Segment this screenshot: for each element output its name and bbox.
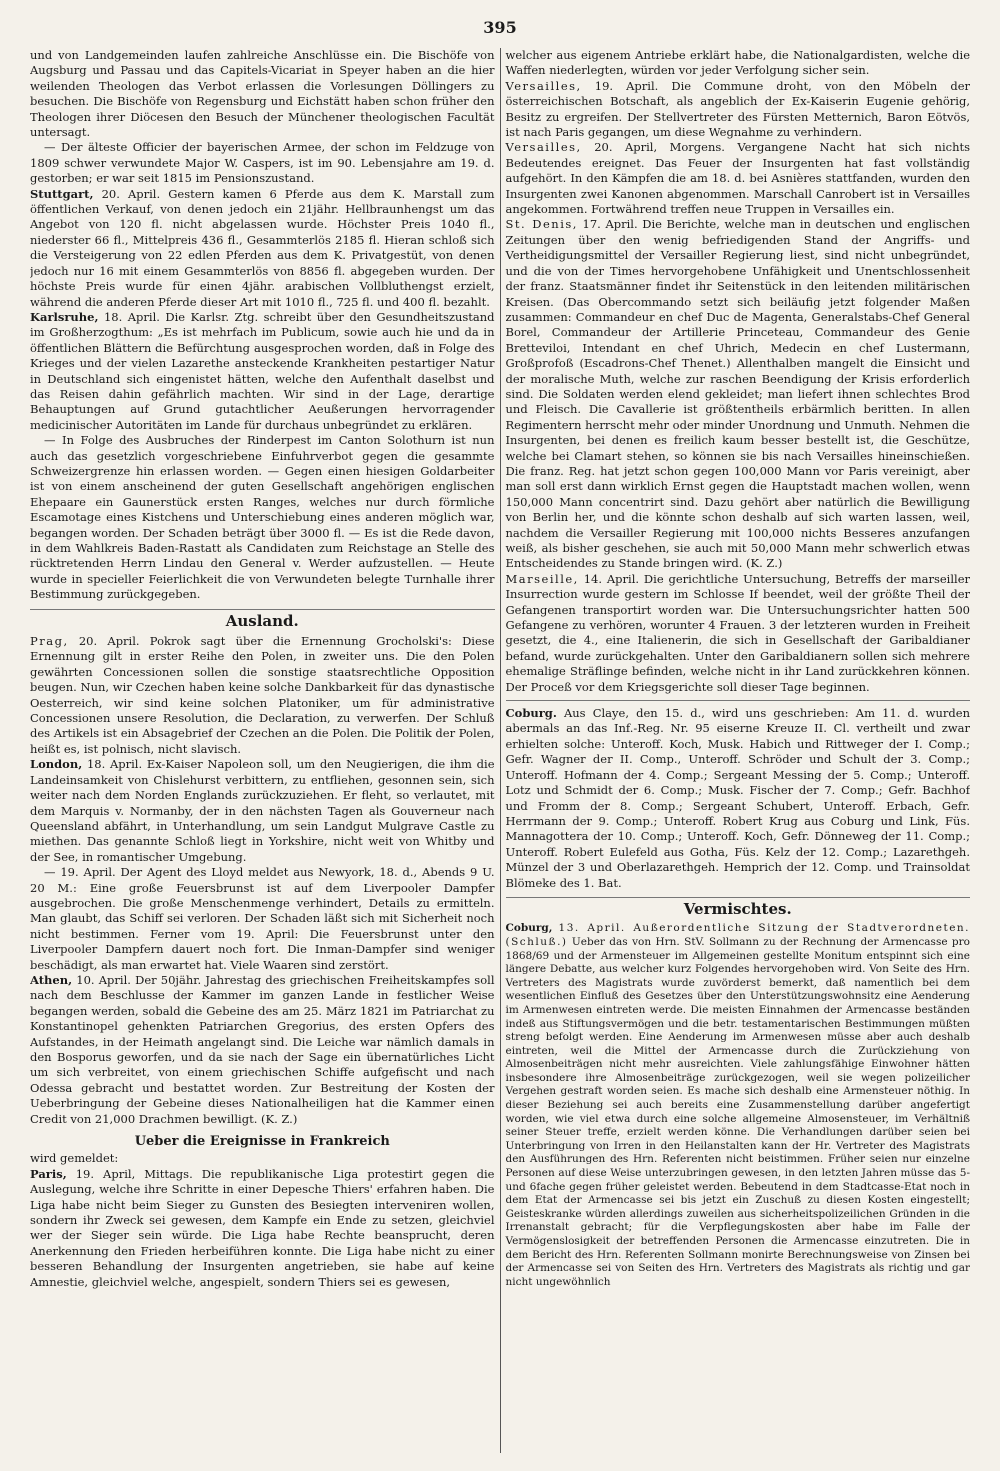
article-text: 18. April. Ex-Kaiser Napoleon soll, um den Neugierigen, die ihm die Landeinsamkeit von Chislehurst verbittern, zu entfliehen, gesonnen sein, sich weiter nach dem Norden Englands zurückzuziehen. Er fleht, so verlautet, mit dem Marquis v. Normanby, der in den nächsten Tagen als Gouverneur nach Queensland abfährt, in Unterhandlung, um sein Landgut Mulgrave Castle zu miethen. Das genannte Schloß liegt in Yorkshire, nicht weit von Whitby und der See, in romantischer Umgebung.	[30, 757, 495, 864]
article-marseille	[506, 572, 971, 695]
article-title: 13. April. Außerordentliche Sitzung der Stadtverordneten. (Schluß.)	[505, 922, 970, 948]
article-london	[30, 757, 495, 865]
article-karlsruhe	[30, 310, 495, 433]
article-text: — Der älteste Officier der bayerischen Armee, der schon im Feldzuge von 1809 schwer verwundete Major W. Caspers, ist im 90. Lebensjahre am 19. d. gestorben; er war seit 1815 im Pensionszustand.	[30, 140, 495, 186]
section-heading-ausland: Ausland.	[30, 609, 495, 629]
left-column	[30, 48, 500, 1453]
article-prag	[30, 634, 495, 757]
article-paris	[30, 1167, 495, 1290]
dateline-place: Marseille,	[505, 571, 579, 586]
article-text: 17. April. Die Berichte, welche man in deutschen und englischen Zeitungen über den wenig befriedigenden Stand der Angriffs- und Vertheidigungsmittel der Versailler Regierung liest, sind nicht unbegründet, und die von der Times hervorgehobene Unfähigkeit und Unentschlossenheit der franz. Staatsmänner findet ihr Seitenstück in den leitenden militärischen Kreisen. (Das Obercommando setzt sich beiläufig jetzt folgender Maßen zusammen: Commandeur en chef Duc de Magenta, Generalstabs-Chef General Borel, Commandeur der Artillerie Princeteau, Commandeur des Genie Bretteviloi, Intendant en chef Uhrich, Medecin en chef Lustermann, Großprofoß (Escadrons-Chef Thenet.) Allenthalben mangelt die Einsicht und der moralische Muth, welche zur raschen Beendigung der Krisis erforderlich sind. Die Soldaten werden elend gekleidet; man liefert ihnen schlechtes Brod und Fleisch. Die Cavallerie ist größtentheils erbärmlich beritten. In allen Regimentern herrscht mehr oder minder Unordnung und Unmuth. Nehmen die Insurgenten, bei denen es freilich kaum besser bestellt ist, die Geschütze, welche bei Clamart stehen, so können sie bis nach Versailles hineinschießen. Die franz. Reg. hat jetzt schon gegen 100,000 Mann vor Paris vereinigt, aber man soll erst dann wirklich Ernst gegen die Hauptstadt machen wollen, wenn 150,000 Mann concentrirt sind. Dazu gehört aber natürlich die Bewilligung von Berlin her, und die könnte schon deshalb auf sich warten lassen, weil, nachdem die Versailler Regierung mit 100,000 nichts Besseres anzufangen weiß, als bisher geschehen, sie auch mit 50,000 Mann mehr schwerlich etwas Entscheidendes zu Stande bringen wird. (K. Z.)	[505, 217, 970, 571]
section-heading-frankreich: Ueber die Ereignisse in Frankreich	[134, 1134, 390, 1150]
section-subheading: wird gemeldet:	[30, 1151, 119, 1166]
article-text: — In Folge des Ausbruches der Rinderpest im Canton Solothurn ist nun auch das gesetzlich vorgeschriebene Einfuhrverbot gegen die gesammte Schweizergrenze hin erlassen worden. — Gegen einen hiesigen Goldarbeiter ist von einem anscheinend der guten Gesellschaft angehörigen englischen Ehepaare ein Gaunerstück ersten Ranges, welches nur durch förmliche Escamotage eines Kistchens und Unterschiebung eines anderen möglich war, begangen worden. Der Schaden beträgt über 3000 fl. — Es ist die Rede davon, in dem Wahlkreis Baden-Rastatt als Candidaten zum Reichstage an Stelle des rücktretenden Herrn Lindau den General v. Werder aufzustellen. — Heute wurde in specieller Feierlichkeit die von Verwundeten belegte Turnhalle ihrer Bestimmung zurückgegeben.	[30, 433, 495, 602]
article-text: 14. April. Die gerichtliche Untersuchung, Betreffs der marseiller Insurrection wurde gestern im Schlosse If beendet, weil der größte Theil der Gefangenen transportirt worden war. Die Untersuchungsrichter hatten 500 Gefangene zu verhören, worunter 4 Frauen. 3 der letzteren wurden in Freiheit gesetzt, die 4., eine Italienerin, die sich in Gesellschaft der Garibaldianer befand, wurde zurückgehalten. Unter den Garibaldianern sollen sich mehrere ehemalige Sträflinge befinden, welche nicht in ihr Land zurückkehren können. Der Proceß vor dem Kriegsgerichte soll dieser Tage beginnen.	[505, 571, 970, 694]
article-stuttgart	[30, 187, 495, 310]
dateline-place: Versailles,	[505, 140, 582, 155]
article-versailles	[506, 140, 971, 217]
divider	[506, 700, 971, 701]
section-heading-vermischtes: Vermischtes.	[506, 897, 971, 917]
article-st-denis	[506, 217, 971, 571]
article-text: welcher aus eigenem Antriebe erklärt habe, die Nationalgardisten, welche die Waffen niederlegten, würden vor jeder Verfolgung sicher sein.	[505, 48, 970, 78]
article-text: 20. April. Pokrok sagt über die Ernennung Grocholski's: Diese Ernennung gilt in erster Reihe den Polen, in zweiter uns. Die den Polen gewährten Concessionen sollen die sonstige staatsrechtliche Opposition beugen. Nun, wir Czechen haben keine solche Dankbarkeit für das dynastische Oesterreich, wir sind keine solchen Platoniker, um für administrative Concessionen unsere Resolution, die Declaration, zu verwerfen. Der Schluß des Artikels ist ein Absagebrief der Czechen an die Polen. Die Politik der Polen, heißt es, ist polnisch, nicht slavisch.	[30, 634, 495, 756]
article-athen	[30, 973, 495, 1127]
dateline-place: Versailles,	[505, 78, 582, 93]
dateline-place: Paris,	[30, 1166, 67, 1181]
right-column	[501, 48, 971, 1453]
dateline-place: Prag,	[30, 634, 69, 649]
article-text: und von Landgemeinden laufen zahlreiche Anschlüsse ein. Die Bischöfe von Augsburg und Passau und das Capitels-Vicariat in Speyer haben an die hier weilenden Theologen das Verbot erlassen die Vorlesungen Döllingers zu besuchen. Die Bischöfe von Regensburg und Eichstätt haben schon früher den Theologen ihrer Diöcesen den Besuch der Münchener theologischen Facultät untersagt.	[30, 48, 495, 140]
dateline-place: Coburg.	[505, 706, 557, 721]
article-text: 10. April. Der 50jähr. Jahrestag des griechischen Freiheitskampfes soll nach dem Beschlusse der Kammer im ganzen Lande in festlicher Weise begangen werden, sobald die Gebeine des am 25. März 1821 im Patriarchat zu Konstantinopel gehenkten Patriarchen Gregorius, des ersten Opfers des Aufstandes, in der Heimath angelangt sind. Die Leiche war nämlich damals in den Bosporus geworfen, und da sie nach der Sage ein übernatürliches Licht um sich verbreitet, von einem griechischen Schiffe aufgefischt und nach Odessa gebracht und bestattet worden. Zur Bestreitung der Kosten der Ueberbringung der Gebeine dieses Nationalheiligen hat die Kammer einen Credit von 21,000 Drachmen bewilligt. (K. Z.)	[30, 972, 495, 1126]
article-text: 19. April, Mittags. Die republikanische Liga protestirt gegen die Auslegung, welche ihre Schritte in einer Depesche Thiers' erfahren haben. Die Liga habe nicht beim Sieger zu Gunsten des Besiegten interveniren wollen, sondern ihr Zweck sei gewesen, dem Kampfe ein Ende zu setzen, gleichviel wer der Sieger sein würde. Die Liga habe Rechte beansprucht, deren Anerkennung den Frieden herbeiführen konnte. Die Liga habe nicht zu einer besseren Behandlung der Insurgenten angetrieben, sie habe auf keine Amnestie, gleichviel welche, angespielt, sondern Thiers sei es gewesen,	[30, 1166, 495, 1289]
article-text: Ueber das von Hrn. StV. Sollmann zu der Rechnung der Armencasse pro 1868/69 und der Armensteuer im Allgemeinen gestellte Monitum entspinnt sich eine längere Debatte, aus welcher kurz Folgendes hervorgehoben wird. Von Seite des Hrn. Vertreters des Magistrats wurde zuvörderst bemerkt, daß namentlich bei dem wesentlichen Einfluß des Gesetzes über den Unterstützungswohnsitz eine Aenderung im Armenwesen eintreten werde. Die meisten Einnahmen der Armencasse beständen indeß aus Stiftungsvermögen und die betr. testamentarischen Bestimmungen müßten streng befolgt werden. Eine Aenderung im Armenwesen müsse aber auch deshalb eintreten, weil die Mittel der Armencasse durch die Zurückziehung von Almosenbeiträgen nicht mehr ausreichten. Viele zahlungsfähige Einwohner hätten insbesondere ihre Almosenbeiträge zurückgezogen, weil sie wegen polizeilicher Vergehen gestraft worden seien. Es mache sich deshalb eine Armensteuer nöthig. In dieser Beziehung sei auch bereits eine Zusammenstellung darüber angefertigt worden, wie viel etwa durch eine solche allgemeine Almosensteuer, im Verhältniß seiner Steuer treffe, erzielt werden könne. Die Verhandlungen darüber seien bei Unterbringung von Irren in den Heilanstalten kann der Hr. Vertreter des Magistrats den Ausführungen des Hrn. Referenten nicht beistimmen. Früher seien nur einzelne Personen auf diese Weise unterzubringen gewesen, in den letzten Jahren müsse das 5- und 6fache gegen früher geleistet werden. Bebeutend in dem Stadtcasse-Etat noch in dem Etat der Armencasse sei bis jetzt ein Zuschuß zu diesen Kosten eingestellt; Geisteskranke würden allerdings zuweilen aus sicherheitspolizeilichen Gründen in die Irrenanstalt gebracht; für die Verpflegungskosten aber habe im Falle der Vermögenslosigkeit der betreffenden Personen die Armencasse einzutreten. Die in dem Bericht des Hrn. Referenten Sollmann monirte Berechnungsweise von Zinsen bei der Armencasse sei von Seiten des Hrn. Vertreters des Magistrats als richtig und gar nicht ungewöhnlich	[505, 935, 970, 1288]
article-coburg	[506, 706, 971, 891]
dateline-place: Stuttgart,	[30, 186, 94, 201]
dateline-place: Coburg,	[505, 922, 553, 935]
article-text: 20. April, Morgens. Vergangene Nacht hat sich nichts Bedeutendes ereignet. Das Feuer der Insurgenten hat fast vollständig aufgehört. In den Kämpfen die am 18. d. bei Asnières stattfanden, wurden den Insurgenten zwei Kanonen abgenommen. Marschall Canrobert ist in Versailles angekommen. Fortwährend treffen neue Truppen in Versailles ein.	[505, 140, 970, 217]
page-number: 395	[483, 18, 517, 37]
article-text: 20. April. Gestern kamen 6 Pferde aus dem K. Marstall zum öffentlichen Verkauf, von denen jedoch ein 21jähr. Hellbraunhengst um das Angebot von 120 fl. nicht abgelassen wurde. Höchster Preis 1040 fl., niederster 66 fl., Mittelpreis 436 fl., Gesammterlös 2185 fl. Hieran schloß sich die Versteigerung von 22 edlen Pferden aus dem K. Privatgestüt, von denen jedoch nur 16 mit einem Gesammterlös von 8856 fl. abgegeben wurden. Der höchste Preis wurde für einen 4jähr. arabischen Vollbluthengst erzielt, während die anderen Pferde dieser Art mit 1010 fl., 725 fl. und 400 fl. bezahlt.	[30, 186, 495, 309]
article-text: 19. April. Die Commune droht, von den Möbeln der österreichischen Botschaft, als angeblich der Ex-Kaiserin Eugenie gehörig, Besitz zu ergreifen. Der Stellvertreter des Fürsten Metternich, Baron Eötvös, ist nach Paris gegangen, um diese Wegnahme zu verhindern.	[505, 78, 970, 140]
article-versailles	[506, 79, 971, 141]
article-text: Aus Claye, den 15. d., wird uns geschrieben: Am 11. d. wurden abermals an das Inf.-Reg. Nr. 95 eiserne Kreuze II. Cl. vertheilt und zwar erhielten solche: Unteroff. Koch, Musk. Habich und Rittweger der I. Comp.; Gefr. Wagner der II. Comp., Unteroff. Schröder und Schult der 3. Comp.; Unteroff. Hofmann der 4. Comp.; Sergeant Messing der 5. Comp.; Unteroff. Lotz und Schmidt der 6. Comp.; Musk. Fischer der 7. Comp.; Gefr. Bachhof und Fromm der 8. Comp.; Sergeant Schubert, Unteroff. Erbach, Gefr. Herrmann der 9. Comp.; Unteroff. Robert Krug aus Coburg und Link, Füs. Mannagottera der 10. Comp.; Unteroff. Koch, Gefr. Dönneweg der 11. Comp.; Unteroff. Robert Eulefeld aus Gotha, Füs. Kelz der 12. Comp.; Lazarethgeh. Münzel der 3 und Oberlazarethgeh. Hemprich der 12. Comp. und Trainsoldat Blömeke des 1. Bat.	[505, 706, 970, 890]
dateline-place: St. Denis,	[505, 217, 578, 232]
text-columns	[30, 48, 970, 1453]
dateline-place: London,	[30, 757, 83, 772]
article-coburg-sitzung	[506, 922, 971, 1289]
dateline-place: Karlsruhe,	[30, 309, 99, 324]
article-text: — 19. April. Der Agent des Lloyd meldet aus Newyork, 18. d., Abends 9 U. 20 M.: Eine große Feuersbrunst ist auf dem Liverpooler Dampfer ausgebrochen. Die große Menschenmenge verhindert, Details zu ermitteln. Man glaubt, das Schiff sei verloren. Der Schaden läßt sich mit Sicherheit noch nicht bestimmen. Ferner vom 19. April: Die Feuersbrunst unter den Liverpooler Dampfern dauert noch fort. Die Inman-Dampfer sind weniger beschädigt, als man erwartet hat. Viele Waaren sind zerstört.	[30, 865, 495, 972]
article-text: 18. April. Die Karlsr. Ztg. schreibt über den Gesundheitszustand im Großherzogthum: „Es ist mehrfach im Publicum, sowie auch hie und da in öffentlichen Blättern die Befürchtung ausgesprochen worden, daß in Folge des Krieges und der vielen Lazarethe ansteckende Krankheiten pestartiger Natur in Deutschland sich eingenistet hätten, welche den Aufenthalt daselbst und das Reisen dahin gefährlich machten. Wir sind in der Lage, derartige Behauptungen auf Grund gutachtlicher Aeußerungen hervorragender medicinischer Autoritäten im Lande für durchaus unbegründet zu erklären.	[30, 309, 495, 432]
dateline-place: Athen,	[30, 972, 73, 987]
